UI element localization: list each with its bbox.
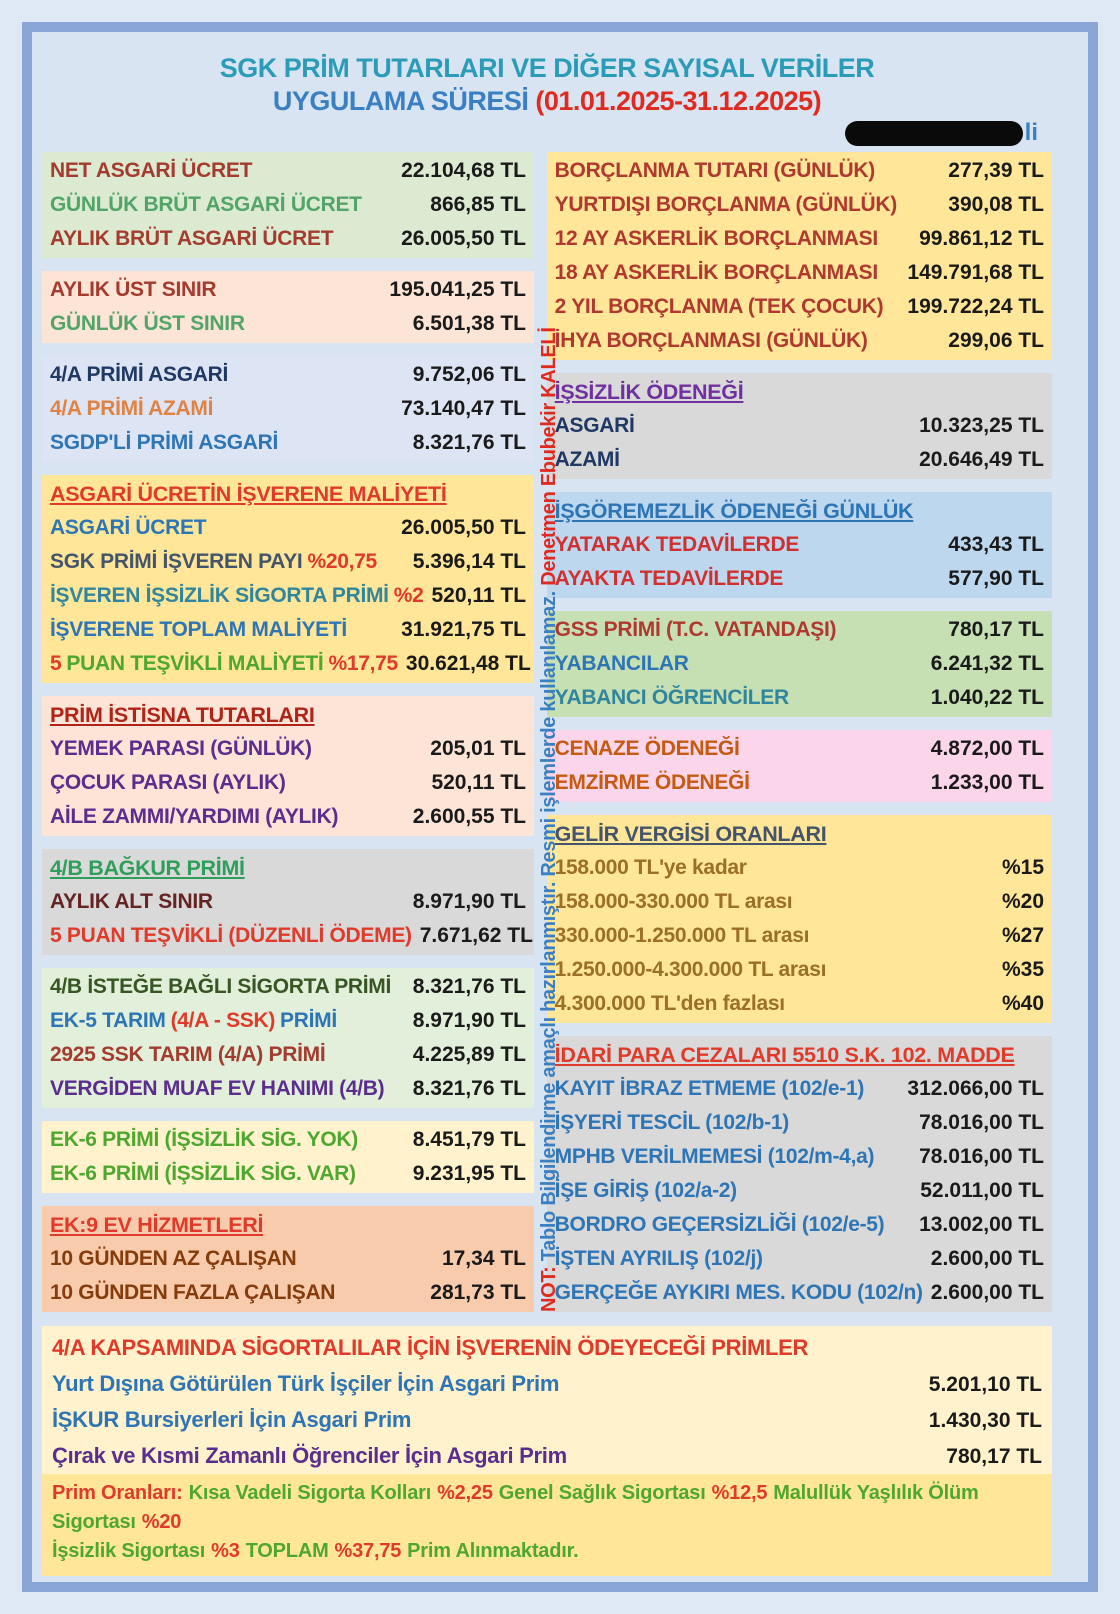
row-label-segment: KAYIT İBRAZ ETMEME (102/e-1) (554, 1077, 865, 1100)
row-label (555, 1242, 763, 1276)
document-frame (22, 22, 1098, 1592)
table-row (555, 851, 1044, 885)
table-row (555, 766, 1044, 800)
section-borclanma (547, 152, 1052, 360)
row-value: 2.600,55 TL (412, 805, 526, 828)
row-label-segment: 1.250.000-4.300.000 TL arası (554, 958, 827, 981)
row-value: 10.323,25 TL (919, 414, 1044, 437)
row-label-segment: VERGİDEN MUAF EV HANIMI (4/B) (50, 1077, 385, 1100)
row-label (50, 885, 213, 919)
row-label-segment: EK-5 TARIM (50, 1009, 166, 1032)
row-label-segment: 2925 SSK TARIM (4/A) PRİMİ (50, 1043, 326, 1066)
row-label (50, 222, 333, 256)
row-label-segment: PUAN TEŞVİKLİ MALİYETİ (66, 652, 324, 675)
table-row (50, 426, 526, 460)
row-value: 8.451,79 TL (412, 1128, 526, 1151)
table-row (555, 1174, 1044, 1208)
row-value: 6.501,38 TL (412, 312, 526, 335)
row-value: 73.140,47 TL (401, 397, 526, 420)
row-value: 577,90 TL (948, 567, 1044, 590)
row-label-segment: 5 PUAN TEŞVİKLİ (DÜZENLİ ÖDEME) (50, 924, 412, 947)
row-label (555, 409, 635, 443)
row-value: 78.016,00 TL (919, 1145, 1044, 1168)
table-row (50, 392, 526, 426)
row-label-segment: İŞKUR Bursiyerleri İçin Asgari Prim (52, 1407, 412, 1432)
section-header: ASGARİ ÜCRETİN İŞVERENE MALİYETİ (50, 482, 447, 506)
table-row (50, 970, 526, 1004)
row-label (555, 256, 878, 290)
row-label-segment: İŞVEREN İŞSİZLİK SİGORTA PRİMİ (50, 584, 389, 607)
section-header: İŞSİZLİK ÖDENEĞİ (554, 380, 744, 404)
row-value: 2.600,00 TL (930, 1247, 1044, 1270)
row-label-segment: EK-6 PRİMİ (İŞSİZLİK SİG. YOK) (50, 1128, 358, 1151)
row-label-segment: 18 AY ASKERLİK BORÇLANMASI (554, 261, 878, 284)
page-title: SGK PRİM TUTARLARI VE DİĞER SAYISAL VERİLER (219, 53, 875, 83)
table-row (555, 647, 1044, 681)
row-value: 5.201,10 TL (928, 1373, 1042, 1396)
row-label-segment: AYLIK ALT SINIR (50, 890, 213, 913)
table-row (50, 188, 526, 222)
row-label-segment: CENAZE ÖDENEĞİ (554, 737, 740, 760)
table-row (555, 188, 1044, 222)
row-label (50, 800, 338, 834)
row-label-segment: 158.000 TL'ye kadar (554, 856, 747, 879)
row-value: 312.066,00 TL (907, 1077, 1044, 1100)
row-label-segment: %17,75 (328, 652, 398, 675)
columns (42, 152, 1052, 1312)
row-value: %15 (1001, 856, 1044, 879)
table-row (555, 732, 1044, 766)
watermark-vertical-text (538, 158, 561, 1312)
row-label (50, 273, 216, 307)
section-ek6-primi (42, 1121, 534, 1193)
row-label (50, 613, 347, 647)
row-label (555, 613, 837, 647)
row-value: %27 (1001, 924, 1044, 947)
section-4a-primi (42, 356, 534, 462)
row-label-segment: YABANCI ÖĞRENCİLER (554, 686, 789, 709)
row-value: 8.971,90 TL (412, 1009, 526, 1032)
row-label (50, 154, 252, 188)
row-value: 277,39 TL (948, 159, 1044, 182)
row-value: 13.002,00 TL (919, 1213, 1044, 1236)
section-4b-bagkur (42, 849, 534, 955)
row-label-segment: İŞYERİ TESCİL (102/b-1) (554, 1111, 789, 1134)
table-row (555, 953, 1044, 987)
row-label (50, 1038, 325, 1072)
notes-segment: Genel Sağlık Sigortası (498, 1482, 706, 1504)
bottom-section (42, 1326, 1052, 1576)
row-label (555, 443, 620, 477)
table-row (50, 358, 526, 392)
row-label (555, 1208, 885, 1242)
row-label (50, 1072, 384, 1106)
table-row (50, 885, 526, 919)
row-label-segment: 10 GÜNDEN FAZLA ÇALIŞAN (50, 1281, 336, 1304)
row-label-segment: AYLIK ÜST SINIR (50, 278, 217, 301)
table-row (555, 1208, 1044, 1242)
row-value: 195.041,25 TL (389, 278, 526, 301)
row-label (555, 987, 785, 1021)
row-label (555, 851, 747, 885)
table-row (50, 579, 526, 613)
row-value: 1.233,00 TL (930, 771, 1044, 794)
row-label (50, 392, 213, 426)
row-label-segment: İHYA BORÇLANMASI (GÜNLÜK) (554, 329, 868, 352)
subtitle-dates: (01.01.2025-31.12.2025) (535, 86, 822, 116)
row-label-segment: AYAKTA TEDAVİLERDE (554, 567, 784, 590)
row-label-segment: MPHB VERİLMEMESİ (102/m-4,a) (554, 1145, 875, 1168)
row-label-segment: GSS PRİMİ (T.C. VATANDAŞI) (554, 618, 837, 641)
row-label-segment: Yurt Dışına Götürülen Türk İşçiler İçin Asgari Prim (52, 1371, 560, 1396)
row-label-segment: GÜNLÜK BRÜT ASGARİ ÜCRET (50, 193, 362, 216)
row-label (555, 732, 740, 766)
row-label (555, 919, 810, 953)
bottom-header: 4/A KAPSAMINDA SİGORTALILAR İÇİN İŞVERENİN ÖDEYECEĞİ PRİMLER (52, 1335, 809, 1360)
table-row (50, 1004, 526, 1038)
row-label-segment: 12 AY ASKERLİK BORÇLANMASI (554, 227, 878, 250)
section-issizlik-odenegi (547, 373, 1052, 479)
section-header: 4/B BAĞKUR PRİMİ (50, 856, 245, 880)
row-label-segment: (4/A - SSK) (170, 1009, 276, 1032)
row-label (555, 1276, 923, 1310)
row-label (50, 1157, 356, 1191)
row-label-segment: YATARAK TEDAVİLERDE (554, 533, 800, 556)
row-value: 78.016,00 TL (919, 1111, 1044, 1134)
row-label (555, 681, 789, 715)
row-label-segment: BORDRO GEÇERSİZLİĞİ (102/e-5) (554, 1213, 885, 1236)
watermark-body: Tablo Bilgilendirme amaçlı hazırlanmıştır. Resmi işlemlerde kullanılamaz. (538, 591, 560, 1262)
watermark-signature: Denetmen Ebubekir KALELİ (538, 327, 560, 586)
table-row (50, 154, 526, 188)
row-label (52, 1366, 559, 1401)
row-label-segment: EMZİRME ÖDENEĞİ (554, 771, 750, 794)
table-row (555, 256, 1044, 290)
row-label-segment: 158.000-330.000 TL arası (554, 890, 793, 913)
row-value: 390,08 TL (948, 193, 1044, 216)
table-row (50, 1038, 526, 1072)
row-label (52, 1402, 411, 1437)
left-column (42, 152, 534, 1312)
watermark-not: NOT: (538, 1266, 560, 1312)
row-label (555, 647, 689, 681)
table-row (50, 732, 526, 766)
table-row (555, 409, 1044, 443)
table-row (50, 613, 526, 647)
table-row (555, 222, 1044, 256)
section-header: PRİM İSTİSNA TUTARLARI (50, 703, 315, 727)
section-prim-istisna (42, 696, 534, 836)
row-value: 9.752,06 TL (412, 363, 526, 386)
row-label-segment: 10 GÜNDEN AZ ÇALIŞAN (50, 1247, 297, 1270)
watermark-strip (534, 152, 560, 1312)
row-label-segment: ASGARİ (554, 414, 635, 437)
table-row (555, 987, 1044, 1021)
row-value: 866,85 TL (430, 193, 526, 216)
table-row (555, 154, 1044, 188)
row-value: 520,11 TL (431, 584, 527, 607)
row-label (50, 188, 362, 222)
row-label (555, 1106, 789, 1140)
row-label-segment: GERÇEĞE AYKIRI MES. KODU (102/n) (554, 1281, 923, 1304)
table-row (50, 647, 531, 681)
row-value: 17,34 TL (441, 1247, 526, 1270)
table-row (50, 1123, 526, 1157)
row-value: 199.722,24 TL (907, 295, 1044, 318)
row-label-segment: İŞTEN AYRILIŞ (102/j) (554, 1247, 763, 1270)
page-subtitle (42, 85, 1052, 118)
row-value: 22.104,68 TL (401, 159, 526, 182)
row-value: 8.321,76 TL (412, 975, 526, 998)
row-value: %40 (1001, 992, 1044, 1015)
row-label-segment: YABANCILAR (554, 652, 689, 675)
row-value: 8.321,76 TL (412, 431, 526, 454)
row-value: 433,43 TL (948, 533, 1044, 556)
row-label-segment: GÜNLÜK ÜST SINIR (50, 312, 245, 335)
row-label (555, 290, 884, 324)
right-column (547, 152, 1052, 1312)
table-row (50, 222, 526, 256)
table-row (50, 307, 526, 341)
row-value: 780,17 TL (948, 618, 1044, 641)
notes-segment: Kısa Vadeli Sigorta Kolları (188, 1482, 432, 1504)
row-label (50, 307, 245, 341)
row-label-segment: İŞE GİRİŞ (102/a-2) (554, 1179, 737, 1202)
row-value: 1.430,30 TL (928, 1409, 1042, 1432)
prim-oranlari-notes (42, 1474, 1052, 1576)
row-label (50, 579, 423, 613)
row-value: 8.971,90 TL (412, 890, 526, 913)
section-header: İŞGÖREMEZLİK ÖDENEĞİ GÜNLÜK (554, 499, 914, 523)
table-row (50, 511, 526, 545)
section-isverene-maliyet (42, 475, 534, 683)
row-value: 31.921,75 TL (401, 618, 526, 641)
row-label-segment: YEMEK PARASI (GÜNLÜK) (50, 737, 312, 760)
section-idari-para-cezalari (547, 1036, 1052, 1312)
row-label-segment: İŞVERENE TOPLAM MALİYETİ (50, 618, 347, 641)
table-row (555, 324, 1044, 358)
row-value: 7.671,62 TL (419, 924, 533, 947)
table-row (50, 1242, 526, 1276)
row-label (50, 426, 278, 460)
row-label-segment: 5 (50, 652, 62, 675)
table-row (50, 273, 526, 307)
row-label (555, 1140, 875, 1174)
row-label (50, 1123, 358, 1157)
row-label-segment: AYLIK BRÜT ASGARİ ÜCRET (50, 227, 334, 250)
row-label-segment: ASGARİ ÜCRET (50, 516, 207, 539)
row-label-segment: 2 YIL BORÇLANMA (TEK ÇOCUK) (554, 295, 884, 318)
row-label (555, 154, 875, 188)
row-label (50, 358, 228, 392)
row-value: 9.231,95 TL (412, 1162, 526, 1185)
row-value: 26.005,50 TL (401, 516, 526, 539)
section-istege-bagli (42, 968, 534, 1108)
row-label-segment: AZAMİ (554, 448, 620, 471)
table-row (50, 1276, 526, 1310)
row-label-segment: Çırak ve Kısmi Zamanlı Öğrenciler İçin Asgari Prim (52, 1443, 567, 1468)
row-label-segment: %2 (393, 584, 424, 607)
row-value: 4.872,00 TL (930, 737, 1044, 760)
row-label (555, 1174, 737, 1208)
subtitle-label: UYGULAMA SÜRESİ (272, 86, 529, 116)
section-header: İDARİ PARA CEZALARI 5510 S.K. 102. MADDE (554, 1043, 1015, 1067)
row-label (52, 1438, 567, 1473)
row-label-segment: YURTDIŞI BORÇLANMA (GÜNLÜK) (554, 193, 897, 216)
table-row (50, 800, 526, 834)
section-gss-primi (547, 611, 1052, 717)
table-row (50, 1157, 526, 1191)
row-label (50, 766, 286, 800)
row-label (50, 1004, 337, 1038)
notes-segment: İşsizlik Sigortası (52, 1540, 206, 1562)
row-label-segment: SGDP'Lİ PRİMİ ASGARİ (50, 431, 279, 454)
row-value: 780,17 TL (946, 1445, 1042, 1468)
row-value: 4.225,89 TL (412, 1043, 526, 1066)
row-value: 149.791,68 TL (907, 261, 1044, 284)
row-label (555, 1072, 864, 1106)
row-value: %35 (1001, 958, 1044, 981)
table-row (555, 919, 1044, 953)
row-value: 52.011,00 TL (920, 1179, 1044, 1202)
row-label-segment: 4/A PRİMİ AZAMİ (50, 397, 214, 420)
redaction-bar (845, 121, 1023, 146)
table-row (555, 1140, 1044, 1174)
notes-segment: %20 (141, 1511, 182, 1533)
row-label (555, 562, 783, 596)
row-label (555, 766, 750, 800)
table-row (555, 681, 1044, 715)
row-value: 2.600,00 TL (930, 1281, 1044, 1304)
row-label (50, 545, 377, 579)
bottom-inner (42, 1326, 1052, 1474)
table-row (50, 1072, 526, 1106)
row-value: 8.321,76 TL (412, 1077, 526, 1100)
row-value: 26.005,50 TL (401, 227, 526, 250)
notes-segment: %37,75 (334, 1540, 402, 1562)
row-value: 299,06 TL (948, 329, 1044, 352)
section-gelir-vergisi (547, 815, 1052, 1023)
table-row (555, 443, 1044, 477)
notes-segment: %12,5 (711, 1482, 768, 1504)
row-value: 20.646,49 TL (919, 448, 1044, 471)
row-label (50, 1242, 296, 1276)
row-label-segment: 4/A PRİMİ ASGARİ (50, 363, 228, 386)
row-label (50, 647, 398, 681)
row-value: 5.396,14 TL (412, 550, 526, 573)
table-row (555, 562, 1044, 596)
section-isgoremezlik-odenegi (547, 492, 1052, 598)
row-value: 281,73 TL (430, 1281, 526, 1304)
table-row (555, 1276, 1044, 1310)
row-label (555, 885, 793, 919)
notes-segment: Malullük Yaşlılık Ölüm Sigortası (52, 1482, 979, 1533)
row-label-segment: 4.300.000 TL'den fazlası (554, 992, 785, 1015)
row-label-segment: 4/B İSTEĞE BAĞLI SİGORTA PRİMİ (50, 975, 392, 998)
row-value: 205,01 TL (430, 737, 526, 760)
redaction-row (42, 118, 1038, 148)
table-row (555, 613, 1044, 647)
row-value: 99.861,12 TL (919, 227, 1044, 250)
row-label-segment: BORÇLANMA TUTARI (GÜNLÜK) (554, 159, 875, 182)
row-value: %20 (1001, 890, 1044, 913)
row-label (50, 732, 312, 766)
table-row (555, 290, 1044, 324)
table-row (555, 1072, 1044, 1106)
table-row (50, 919, 533, 953)
row-value: 6.241,32 TL (930, 652, 1044, 675)
notes-segment: Prim Oranları: (52, 1482, 183, 1504)
table-row (52, 1402, 1042, 1438)
table-row (52, 1438, 1042, 1474)
section-ust-sinir (42, 271, 534, 343)
title-block (42, 42, 1052, 118)
row-label (50, 970, 391, 1004)
row-label-segment: AİLE ZAMMI/YARDIMI (AYLIK) (50, 805, 339, 828)
notes-segment: %2,25 (437, 1482, 493, 1504)
notes-segment: Prim Alınmaktadır. (407, 1540, 579, 1562)
section-ek9-ev-hizmetleri (42, 1206, 534, 1312)
notes-segment: %3 (211, 1540, 240, 1562)
row-label-segment: EK-6 PRİMİ (İŞSİZLİK SİG. VAR) (50, 1162, 356, 1185)
table-row (50, 766, 526, 800)
row-value: 30.621,48 TL (405, 652, 531, 675)
table-row (555, 1106, 1044, 1140)
section-cenaze-emzirme (547, 730, 1052, 802)
section-header: EK:9 EV HİZMETLERİ (50, 1213, 264, 1237)
row-label-segment: ÇOCUK PARASI (AYLIK) (50, 771, 286, 794)
row-label-segment: %20,75 (307, 550, 377, 573)
section-header: GELİR VERGİSİ ORANLARI (554, 822, 827, 846)
redaction-suffix: li (1024, 119, 1038, 146)
row-value: 1.040,22 TL (930, 686, 1044, 709)
row-label-segment: 330.000-1.250.000 TL arası (554, 924, 810, 947)
table-row (555, 885, 1044, 919)
row-label (555, 324, 868, 358)
row-label-segment: PRİMİ (280, 1009, 337, 1032)
row-label (555, 953, 826, 987)
row-label-segment: SGK PRİMİ İŞVEREN PAYI (50, 550, 303, 573)
row-label (555, 222, 878, 256)
row-label (555, 188, 897, 222)
row-label-segment: NET ASGARİ ÜCRET (50, 159, 253, 182)
row-label (555, 528, 799, 562)
row-label (50, 919, 412, 953)
section-asgari-ucret (42, 152, 534, 258)
row-label (50, 1276, 335, 1310)
table-row (50, 545, 526, 579)
table-row (555, 1242, 1044, 1276)
notes-segment: TOPLAM (245, 1540, 329, 1562)
row-label (50, 511, 206, 545)
table-row (555, 528, 1044, 562)
row-value: 520,11 TL (431, 771, 526, 794)
table-row (52, 1366, 1042, 1402)
